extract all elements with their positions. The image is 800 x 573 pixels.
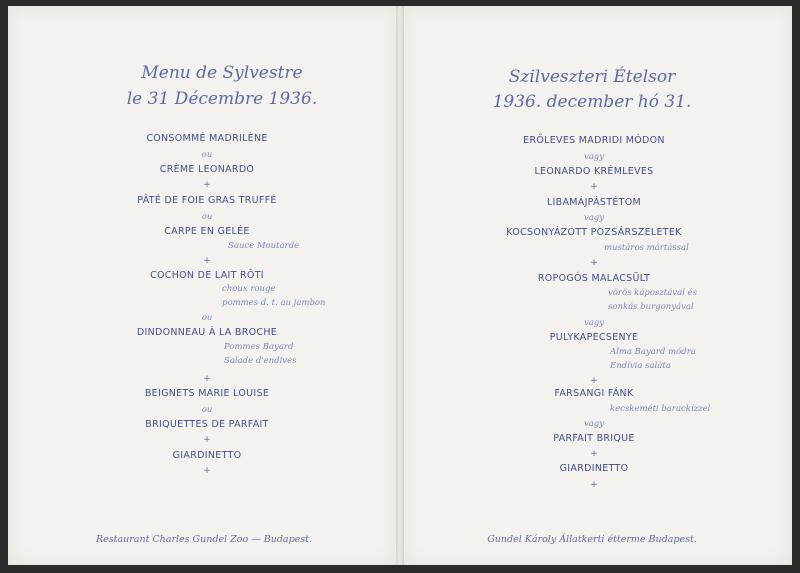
menu-item: LEONARDO KRÉMLEVES: [534, 166, 654, 177]
right-title-line-2: 1936. december hó 31.: [492, 92, 692, 112]
menu-item: ROPOGÓS MALACSÜLT: [537, 273, 651, 284]
menu-accompaniment: Salade d'endives: [224, 356, 297, 366]
menu-separator: +: [203, 256, 211, 266]
menu-accompaniment: Alma Bayard módra: [610, 347, 696, 357]
menu-item: KOCSONYÁZOTT POZSÁRSZELETEK: [506, 227, 682, 238]
menu-connector: ou: [201, 405, 213, 415]
right-title-line-1: Szilveszteri Ételsor: [508, 67, 676, 87]
menu-accompaniment: vörös káposztával és: [608, 288, 697, 298]
menu-accompaniment: Pommes Bayard: [224, 342, 294, 352]
left-title-line-1: Menu de Sylvestre: [141, 63, 303, 83]
menu-connector: vagy: [583, 419, 605, 429]
menu-item: GIARDINETTO: [559, 463, 629, 474]
menu-connector: vagy: [583, 318, 605, 328]
menu-item: CARPE EN GELÉE: [164, 226, 250, 237]
menu-accompaniment: choux rouge: [222, 284, 276, 294]
menu-item: PARFAIT BRIQUE: [553, 433, 635, 444]
center-fold: [396, 6, 404, 565]
menu-accompaniment: kecskeméti barackízzel: [610, 404, 711, 414]
menu-accompaniment: Sauce Moutarde: [228, 241, 300, 251]
menu-separator: +: [590, 480, 598, 490]
menu-item: COCHON DE LAIT RÔTI: [150, 270, 264, 281]
menu-separator: +: [590, 258, 598, 268]
menu-item: CONSOMMÉ MADRILÈNE: [146, 133, 268, 144]
menu-connector: ou: [201, 313, 213, 323]
menu-accompaniment: Endívia saláta: [610, 361, 671, 371]
menu-item: DINDONNEAU À LA BROCHE: [136, 327, 278, 338]
menu-separator: +: [203, 435, 211, 445]
menu-separator: +: [590, 182, 598, 192]
menu-separator: +: [590, 449, 598, 459]
menu-connector: ou: [201, 150, 213, 160]
menu-separator: +: [590, 376, 598, 386]
menu-item: PÂTÉ DE FOIE GRAS TRUFFÉ: [137, 195, 277, 206]
menu-accompaniment: mustáros mártással: [604, 243, 689, 253]
menu-connector: vagy: [583, 213, 605, 223]
menu-item: FARSANGI FÁNK: [554, 388, 634, 399]
menu-item: CRÈME LEONARDO: [159, 164, 255, 175]
left-title-line-2: le 31 Décembre 1936.: [126, 89, 318, 109]
menu-accompaniment: sonkás burgonyával: [608, 302, 694, 312]
menu-item: GIARDINETTO: [172, 450, 242, 461]
menu-separator: +: [203, 466, 211, 476]
menu-item: LIBAMÁJPÁSTÉTOM: [546, 197, 642, 208]
menu-connector: vagy: [583, 152, 605, 162]
menu-separator: +: [203, 180, 211, 190]
menu-accompaniment: pommes d. t. au jambon: [222, 298, 326, 308]
menu-item: BEIGNETS MARIE LOUISE: [144, 388, 270, 399]
menu-item: PULYKAPECSENYE: [549, 332, 639, 343]
right-footer-restaurant: Gundel Károly Állatkerti étterme Budapest.: [487, 534, 697, 545]
menu-item: ERŐLEVES MADRIDI MÓDON: [523, 135, 665, 146]
menu-connector: ou: [201, 212, 213, 222]
menu-item: BRIQUETTES DE PARFAIT: [145, 419, 269, 430]
left-footer-restaurant: Restaurant Charles Gundel Zoo — Budapest.: [96, 534, 312, 545]
menu-separator: +: [203, 374, 211, 384]
